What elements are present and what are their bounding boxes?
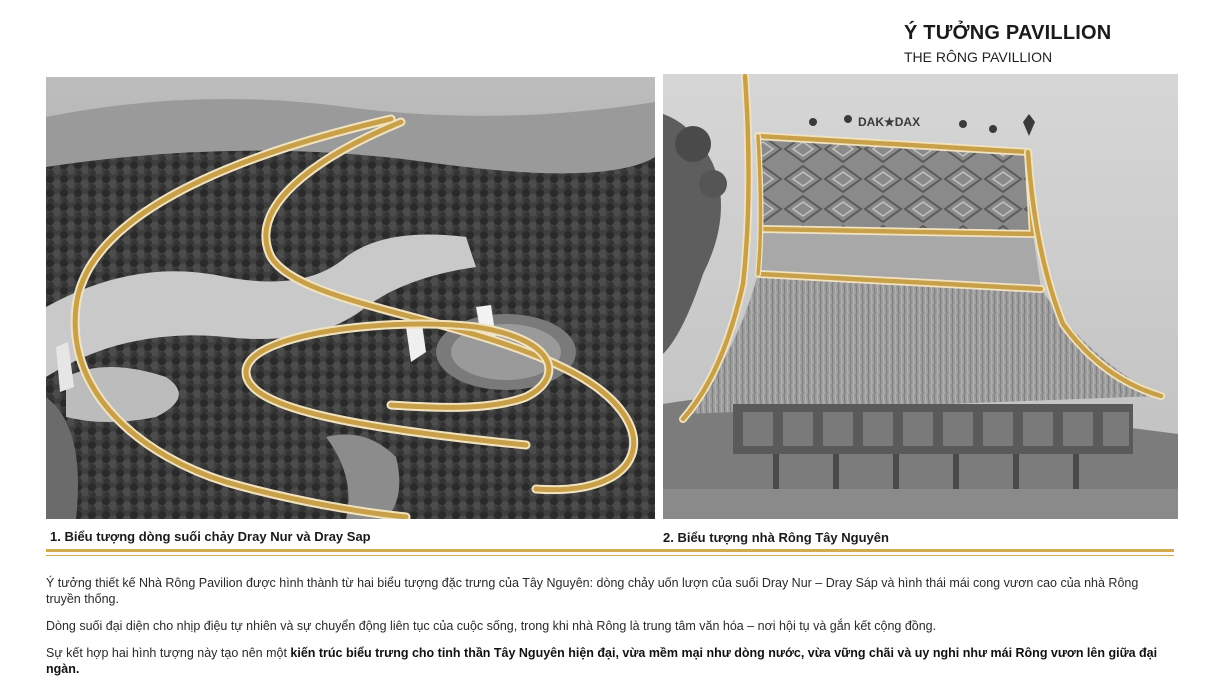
- divider-top: [46, 549, 1174, 552]
- title-block: [904, 22, 1111, 65]
- paragraph-3-bold: kiến trúc biểu trưng cho tinh thần Tây Nguyên hiện đại, vừa mềm mại như dòng nước, vừa vững chãi và uy nghi như mái Rông vươn lên giữa đại ngàn.: [46, 646, 1158, 676]
- rong-house-photo: [663, 74, 1178, 519]
- page-title: Ý TƯỞNG PAVILLION: [904, 22, 1112, 44]
- body-text: [46, 575, 1176, 688]
- caption-rong-house: 2. Biểu tượng nhà Rông Tây Nguyên: [663, 530, 889, 545]
- caption-river: 1. Biểu tượng dòng suối chảy Dray Nur và Dray Sap: [50, 529, 371, 544]
- paragraph-2: Dòng suối đại diện cho nhịp điệu tự nhiên và sự chuyển động liên tục của cuộc sống, trong khi nhà Rông là trung tâm văn hóa – nơi hội tụ và gắn kết cộng đồng.: [46, 619, 937, 633]
- page-subtitle: THE RÔNG PAVILLION: [904, 49, 1053, 65]
- paragraph-3-lead: Sự kết hợp hai hình tượng này tạo nên một: [46, 646, 291, 660]
- paragraph-1: Ý tưởng thiết kế Nhà Rông Pavilion được hình thành từ hai biểu tượng đặc trưng của Tây Nguyên: dòng chảy uốn lượn của suối Dray Nur – Dray Sáp và hình thái mái cong vươn cao của nhà Rông truyền thống.: [46, 576, 1139, 606]
- roof-sign: DAK★DAX: [858, 115, 921, 129]
- paragraph-3: [46, 645, 1176, 677]
- river-photo: [46, 77, 655, 519]
- divider-bottom: [46, 555, 1174, 556]
